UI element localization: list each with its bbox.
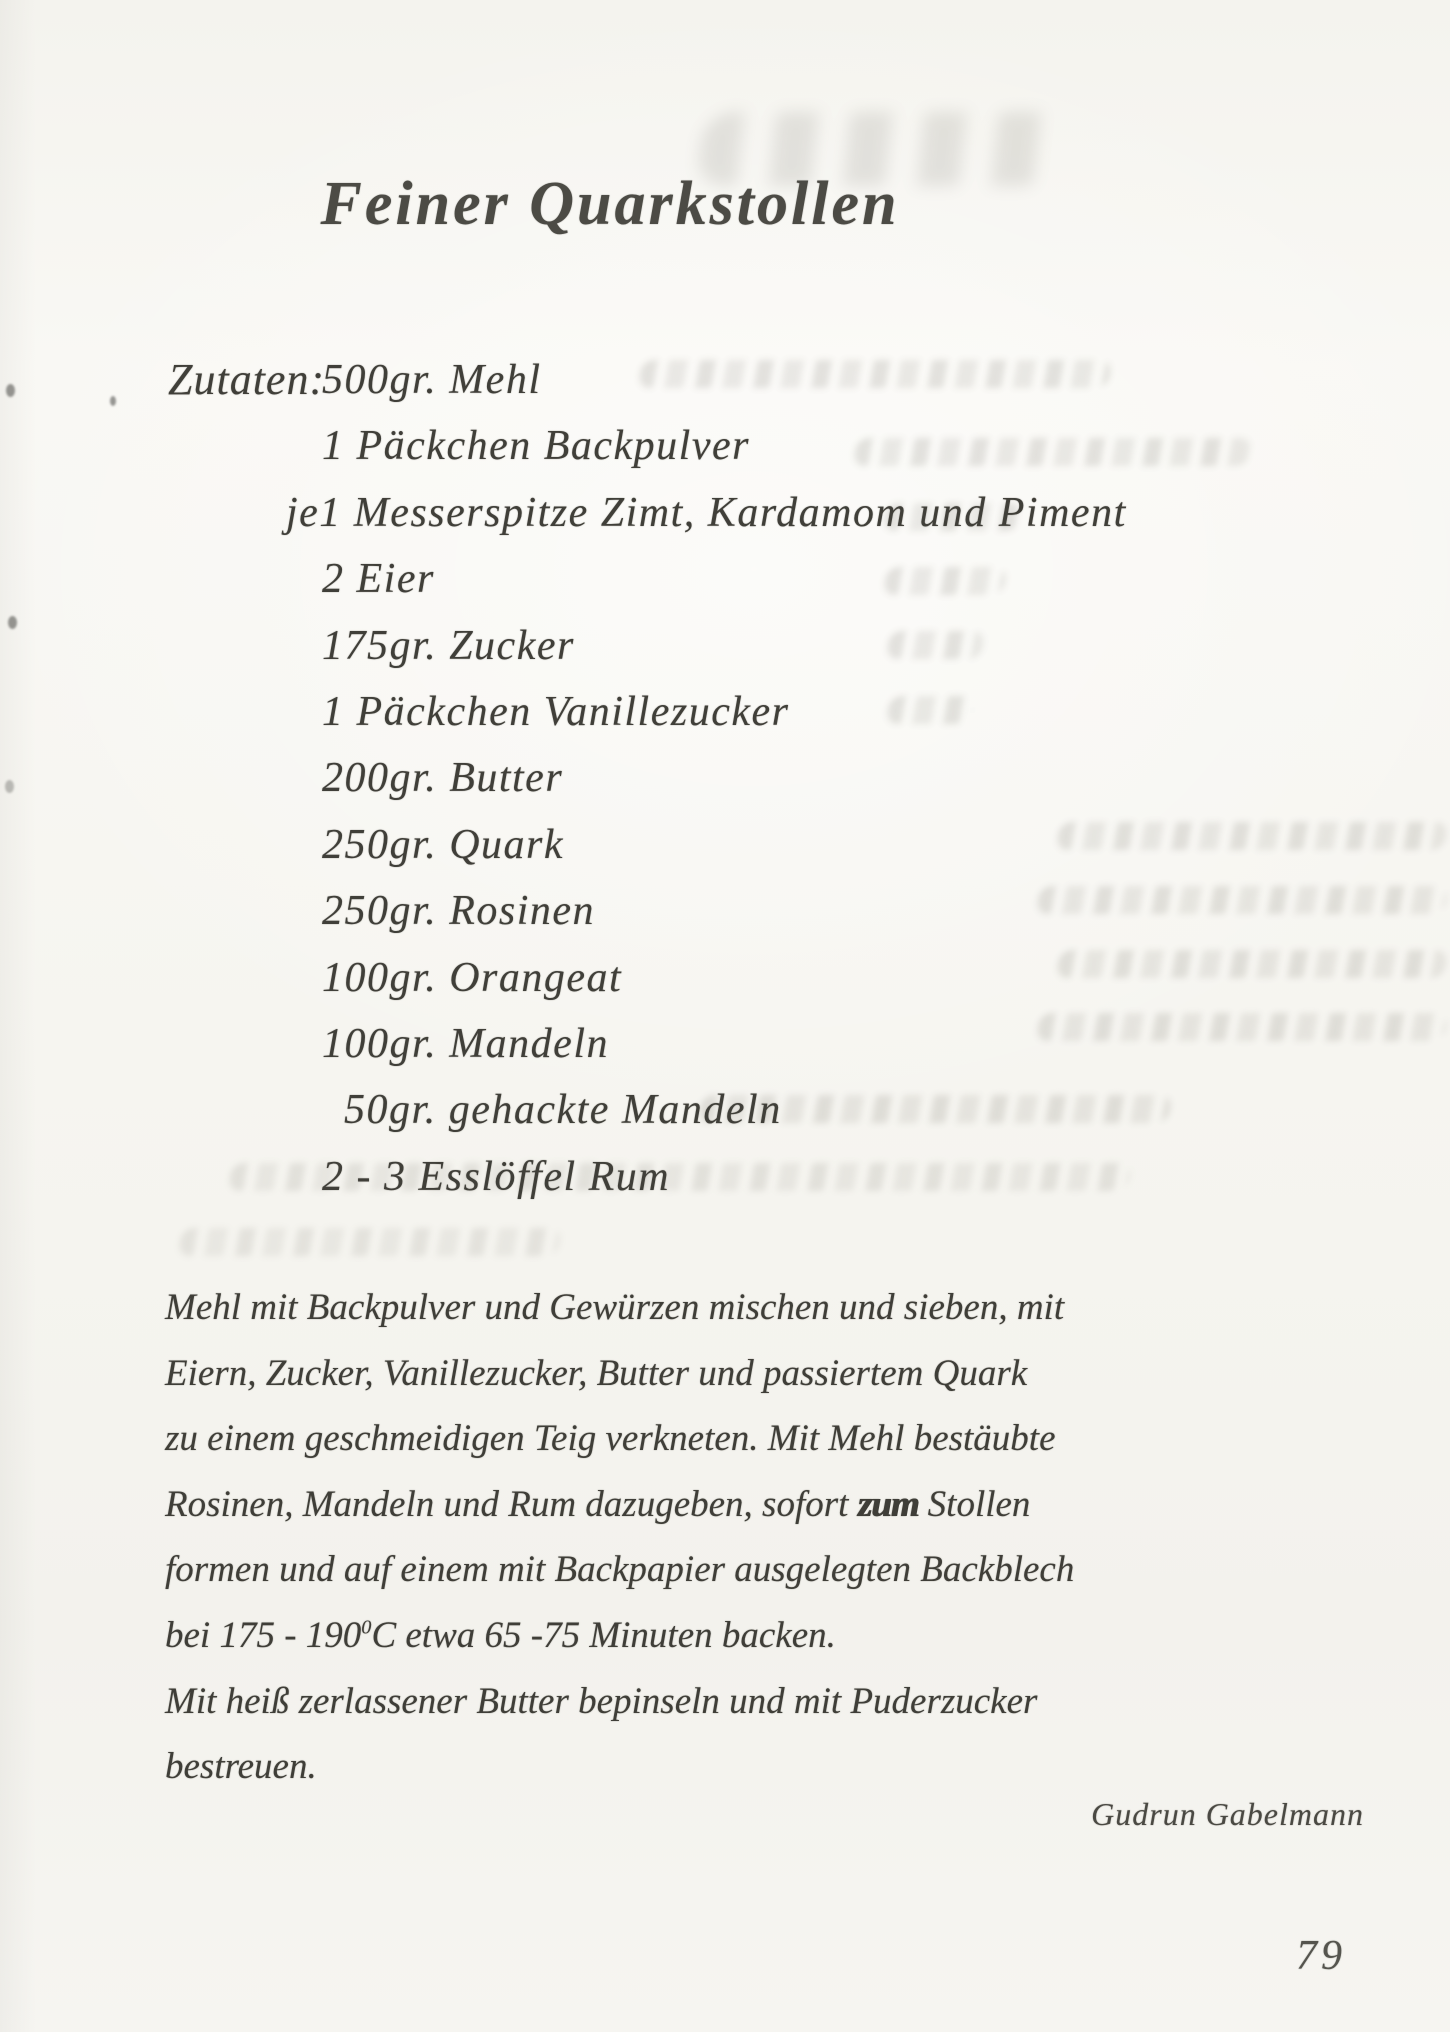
ingredient-item: 2 - 3 Esslöffel Rum	[322, 1153, 671, 1200]
instruction-line: Mehl mit Backpulver und Gewürzen mischen und sieben, mit	[165, 1287, 1065, 1328]
overtyped-word: zum	[857, 1483, 919, 1525]
ingredient-item: 1 Päckchen Vanillezucker	[322, 689, 790, 736]
ingredient-item: 200gr. Butter	[322, 755, 564, 802]
instruction-text: bei 175 - 190	[165, 1614, 362, 1656]
degree-symbol: 0	[361, 1616, 372, 1639]
ingredient-item: je1 Messerspitze Zimt, Kardamom und Piment	[286, 489, 1127, 536]
instruction-text: Rosinen, Mandeln und Rum dazugeben, sofort	[165, 1483, 858, 1525]
ingredient-item: 250gr. Quark	[322, 821, 565, 868]
ingredient-item: 500gr. Mehl	[322, 357, 542, 403]
ingredient-item: 175gr. Zucker	[322, 622, 575, 669]
page-number: 79	[1296, 1933, 1346, 1979]
instruction-line: Eiern, Zucker, Vanillezucker, Butter und passiertem Quark	[165, 1352, 1028, 1394]
instruction-text: C etwa 65 -75 Minuten backen.	[371, 1614, 836, 1656]
ingredient-item: 100gr. Mandeln	[322, 1021, 609, 1068]
ingredient-item: 1 Päckchen Backpulver	[322, 423, 750, 470]
instruction-line	[165, 1472, 1145, 1538]
instruction-line: zu einem geschmeidigen Teig verkneten. Mit Mehl bestäubte	[165, 1418, 1056, 1460]
ingredient-item: 50gr. gehackte Mandeln	[344, 1087, 782, 1134]
ingredients-label: Zutaten:	[168, 355, 326, 404]
instruction-line	[165, 1603, 1145, 1669]
ingredient-item: 100gr. Orangeat	[322, 954, 623, 1001]
recipe-title: Feiner Quarkstollen	[320, 169, 900, 238]
instruction-line: formen und auf einem mit Backpapier ausgelegten Backblech	[165, 1549, 1075, 1591]
instruction-line: Mit heiß zerlassener Butter bepinseln und mit Puderzucker	[165, 1680, 1038, 1722]
scan-artifact	[110, 396, 116, 406]
instruction-text: Stollen	[918, 1483, 1031, 1525]
instruction-line: bestreuen.	[165, 1746, 317, 1788]
scan-artifact	[8, 616, 17, 629]
ingredient-item: 2 Eier	[322, 556, 435, 603]
instructions-paragraph	[165, 1275, 1145, 1800]
scan-artifact	[5, 780, 14, 793]
ingredients-list	[286, 347, 1127, 1210]
author-signature: Gudrun Gabelmann	[1091, 1796, 1364, 1832]
ingredient-item: 250gr. Rosinen	[322, 888, 595, 935]
bleed-through-line	[178, 1228, 562, 1256]
scan-artifact	[6, 384, 15, 397]
